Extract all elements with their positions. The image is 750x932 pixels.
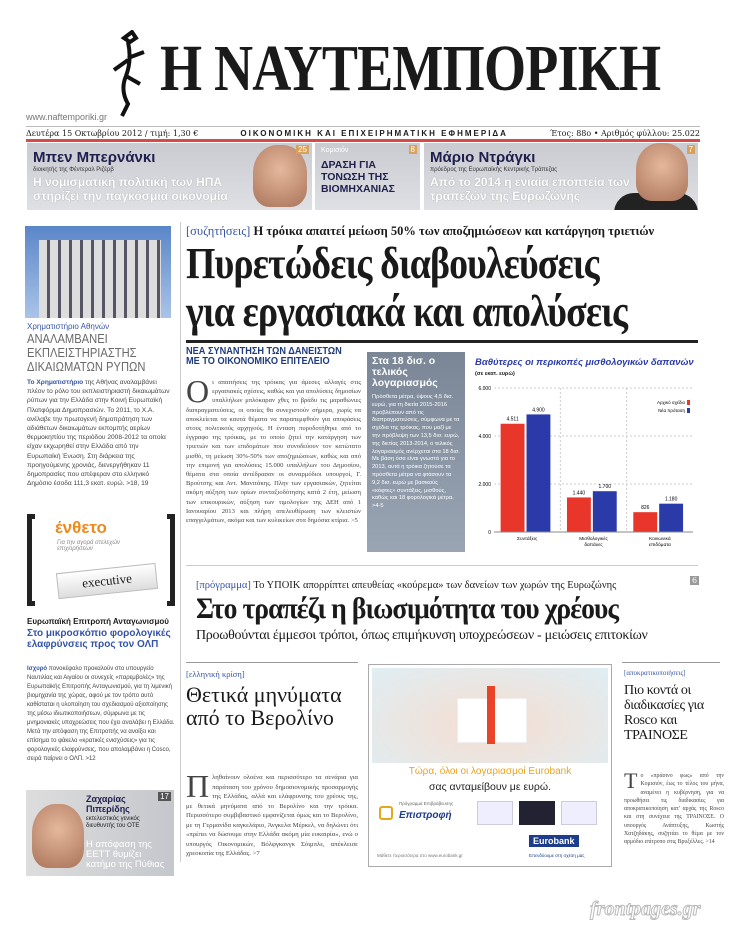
data-label: 4.900 xyxy=(532,407,545,414)
lead: Ισχυρό xyxy=(27,666,48,672)
data-label: 1.700 xyxy=(598,484,612,491)
olp-body xyxy=(27,665,175,764)
banner-draghi[interactable] xyxy=(424,143,698,210)
data-label: 826 xyxy=(641,505,650,512)
data-label: 1.440 xyxy=(572,490,586,497)
bernanke-photo xyxy=(253,145,307,207)
masthead-title: Η ΝΑΥΤΕΜΠΟΡΙΚΗ xyxy=(160,32,661,105)
olp-kicker: Ευρωπαϊκή Επιτροπή Ανταγωνισμού xyxy=(27,617,169,626)
issue-number: Έτος: 88ο • Αριθμός φύλλου: 25.022 xyxy=(550,129,700,138)
insert-sub: Για την αγορά στελεχών επιχειρήσεων xyxy=(57,540,121,552)
kicker: [πρόγραμμα] xyxy=(196,580,251,591)
watermark: frontpages.gr xyxy=(590,898,701,920)
gift-photo xyxy=(372,668,608,763)
debt-dek: Το ΥΠΟΙΚ απορρίπτει απευθείας «κούρεμα» των δανείων των χωρών της Ευρωζώνης xyxy=(253,580,617,591)
legend-swatch xyxy=(687,400,690,405)
page-ref: 8 xyxy=(410,145,415,154)
brand-sub: Επενδύουμε στη σχέση μας xyxy=(529,853,585,858)
rule xyxy=(186,565,698,566)
main-headline-line2[interactable]: για εργασιακά και απολύσεις xyxy=(186,287,628,336)
site-url[interactable]: www.naftemporiki.gr xyxy=(26,112,108,122)
bar xyxy=(659,504,683,532)
sidebar-body: Πρόσθετα μέτρα, ύψους 4,5 δισ. ευρώ, για τη διετία 2015-2016 προβλέπουν από τις διαπραγματεύσεις, σύμφωνα με τα σχέδια της τρόικας, που μαζί με την πρόβλεψη των 13,5 δισ. ευρώ, της διετίας 2013-2014, ο τελικός λογαριασμός ανέρχεται στα 18 δισ. Με βάση όσα είναι γνωστά για το 2013, αυτά η τρόικα ζητούσε τα πρόσθετα μέτρα να φτάσουν τα 9,2 δισ. ευρώ με βασικούς «κόφτες» συντάξεις, μισθούς, καθώς και 18 φορολογικά μέτρα. >4-5 xyxy=(372,394,460,510)
stock-headline[interactable]: ΑΝΑΛΑΜΒΑΝΕΙ ΕΚΠΛΕΙΣΤΗΡΙΑΣΤΗΣ ΔΙΚΑΙΩΜΑΤΩΝ ΡΥΠΩΝ xyxy=(27,331,146,374)
x-tick-label: Συντάξεις xyxy=(517,537,538,542)
executive-label: executive xyxy=(56,563,158,599)
drop-cap: Ο xyxy=(186,373,210,409)
body: ληθαίνουν ολοένα και περισσότερο τα σενάρια για παράταση του χρόνου δημοσιονομικής προσαρμογής της Ελλάδας, αλλά και ελάφρυνσης του χρέους της, με θετικά μηνύματα από το Βερολίνο και την τρόικα. Περισσότερο συμβιβαστικό εμφανίζεται όμως και το Βερολίνο, με τη Γερμανίδα καγκελάριο, Άνγκελα Μέρκελ, να δηλώνει ότι «πρέπει να δώσουμε στην Ελλάδα ακόμη μία ευκαιρία», ενώ ο υπουργός Οικονομικών, Βόλφγκανγκ Σόιμπλε, απέκλεισε χρεοκοπία της Ελλάδας. >7 xyxy=(186,774,358,857)
rosco-kicker: [αποκρατικοποιήσεις] xyxy=(624,669,686,677)
date-price: Δευτέρα 15 Οκτωβρίου 2012 / τιμή: 1,30 € xyxy=(26,129,199,138)
banner-headline: Η νομισματική πολιτική των ΗΠΑ στηρίζει την παγκόσμια οικονομία xyxy=(33,175,228,203)
y-tick-label: 4.000 xyxy=(478,434,491,440)
berlin-kicker: [ελληνική κρίση] xyxy=(186,669,245,679)
page-ref: 17 xyxy=(160,792,169,801)
x-tick-label: επιδόματα xyxy=(648,543,671,548)
legend-label: Νέα πρόταση xyxy=(658,408,685,413)
rule xyxy=(186,340,698,343)
date-row xyxy=(26,126,700,138)
rule xyxy=(186,662,358,663)
debt-dek-line xyxy=(196,580,616,591)
program-name: Επιστροφή xyxy=(399,810,452,821)
bracket-right xyxy=(167,514,175,606)
ribbon xyxy=(487,686,495,744)
drop-cap: Τ xyxy=(624,768,638,793)
y-tick-label: 2.000 xyxy=(478,482,491,488)
ad-line2: σας ανταμείβουν με ευρώ. xyxy=(429,781,551,793)
person-name: Μάριο Ντράγκι xyxy=(430,149,536,166)
card-icon xyxy=(519,801,555,825)
sidebar-box xyxy=(367,352,465,552)
y-tick-label: 6.000 xyxy=(478,386,491,392)
column-divider xyxy=(180,222,181,862)
draghi-photo xyxy=(636,143,688,201)
body: ι απαιτήσεις της τρόικας για άμεσες αλλαγές στις εργασιακές σχέσεις, καθώς και για απολύσεις δημοσίων υπαλλήλων μπλόκαραν χθες το βράδυ τις μαραθώνιες διαπραγματεύσεις, οι οποίες θα συνεχιστούν σήμερα, χωρίς να αποκλείεται τα καυτά θέματα να παραπεμφθούν για αποφάσεις στους πολιτικούς αρχηγούς. Η ένταση πυροδοτήθηκε από το έγγραφο της τρόικας, με το οποίο ζητεί την κατάργηση των τριετιών και των επιδομάτων που συνοδεύουν τον κατώτατο μισθό, τη μείωση 30%-50% των αποζημιώσεων, καθώς και από την επιμονή για απολύσεις 15.000 υπαλλήλων του Δημοσίου, θέματα στα οποία αντέδρασαν οι συναρμόδιοι υπουργοί, Γ. Βρούτσης και Αντ. Μανιτάκης. Πλην των εργασιακών, ζητείται ακόμη αύξηση των ορίων συνταξιοδότησης κατά 2 έτη, μείωση των επικουρικών, αύξηση των τιμολογίων της ΔΕΗ από 1 Ιανουαρίου 2013 και πλήρη απελευθέρωση των κλειστών επαγγελμάτων, ακόμα και των κυλικείων στα δημόσια κτίρια. >5 xyxy=(186,379,361,525)
body: πονοκέφαλο προκαλούν στο υπουργείο Ναυτιλίας και Αιγαίου οι συνεχείς «παρεμβολές» της Ευρωπαϊκής Επιτροπής Ανταγωνισμού, για τη λιμενική βιομηχανία της χώρας, αφού με τον τρόπο αυτό καθίσταται η υλοποίηση του σχεδιασμού αξιοποίησης της μέσω ιδιωτικοποιήσεων, σύμφωνα με τις μνημονιακές υποχρεώσεις που έχει αναλάβει η Ελλάδα. Μετά την απόφαση της Επιτροπής να ανοίξει και επίσημα το φάκελο «κρατικές ενισχύσεις» για τις φορολογικές ελαφρύνσεις, που απολαμβάνει η Cosco, σειρά παίρνει ο ΟΛΠ. >12 xyxy=(27,666,175,762)
bar xyxy=(527,414,551,532)
card-icon xyxy=(477,801,513,825)
person-name: Ζαχαρίας Πιπερίδης xyxy=(86,794,130,814)
ad-line1: Τώρα, όλοι οι λογαριασμοί Eurobank xyxy=(408,766,572,777)
debt-subheadline: Προωθούνται έμμεσοι τρόποι, όπως επιμήκυνση υποχρεώσεων - μειώσεις επιτοκίων xyxy=(196,628,648,643)
tagline: ΟΙΚΟΝΟΜΙΚΗ ΚΑΙ ΕΠΙΧΕΙΡΗΜΑΤΙΚΗ ΕΦΗΜΕΡΙΔΑ xyxy=(240,129,508,138)
debt-headline[interactable]: Στο τραπέζι η βιωσιμότητα του χρέους xyxy=(196,592,619,625)
eurobank-logo: Eurobank xyxy=(529,835,579,847)
stock-exchange-photo xyxy=(25,226,171,318)
banner-headline: ΔΡΑΣΗ ΓΙΑ ΤΟΝΩΣΗ ΤΗΣ ΒΙΟΜΗΧΑΝΙΑΣ xyxy=(321,159,395,196)
chart-title: Βαθύτερες οι περικοπές μισθολογικών δαπανών xyxy=(475,357,694,368)
divider xyxy=(26,139,700,142)
banner-commission[interactable] xyxy=(315,143,420,210)
insert-logo: ένθετο xyxy=(55,518,107,537)
page-ref: 25 xyxy=(298,145,307,154)
eurobank-ad[interactable] xyxy=(368,664,612,867)
stock-body xyxy=(27,378,173,488)
bar xyxy=(501,424,525,532)
banner-headline: Η απόφαση της ΕΕΤΤ θυμίζει κατήμο της Πύθιας xyxy=(86,839,165,870)
person-role: εκτελεστικός γενικός διευθυντής του ΟΤΕ xyxy=(86,816,140,829)
bar xyxy=(567,497,591,532)
bracket-left xyxy=(27,514,35,606)
chart-subtitle: (σε εκατ. ευρώ) xyxy=(475,371,515,377)
rule xyxy=(622,662,720,663)
banner-kicker: Κομισιόν xyxy=(321,147,349,154)
banner-headline: Από το 2014 η ενιαία εποπτεία των τραπεζών της Ευρωζώνης xyxy=(430,175,630,203)
program-small: Πρόγραμμα Επιβράβευσης xyxy=(399,801,454,806)
insert-promo[interactable] xyxy=(27,510,175,610)
rosco-headline[interactable]: Πιο κοντά οι διαδικασίες για Rosco και ΤΡΑΙΝΟΣΕ xyxy=(624,683,704,743)
hermes-logo-icon xyxy=(104,30,152,120)
sidebar-title: Στα 18 δισ. ο τελικός λογαριασμός xyxy=(372,355,438,389)
x-tick-label: Κοινωνικά xyxy=(649,537,671,542)
body: της Αθήνας αναλαμβάνει πλέον το ρόλο του εκπλειστηριαστή δικαιωμάτων ρύπων για την Ελλάδα στην Κοινή Ευρωπαϊκή Πλατφόρμα Δημοπρασιών. Το 2011, το Χ.Α. ανέλαβε την πρωτογενή δημοπράτηση των αδιάθετων δικαιωμάτων εκπομπής αερίων θερμοκηπίου της περιόδου 2008-2012 τα οποία είχαν εκχωρηθεί στην Ελλάδα από την Ευρωπαϊκή Ένωση. Στη διάρκεια της προηγούμενης χρονιάς, διενεργήθηκαν 11 δημοπρασίες που απέφεραν στο ελληνικό Δημόσιο έσοδα 111,3 εκατ. ευρώ. >18, 19 xyxy=(27,379,170,488)
x-tick-label: Μισθολογικές xyxy=(579,537,608,542)
bar xyxy=(633,512,657,532)
olp-headline[interactable]: Στο μικροσκόπιο φορολογικές ελαφρύνσεις προς τον ΟΛΠ xyxy=(27,628,171,650)
piperidis-photo xyxy=(32,804,84,868)
data-label: 4.511 xyxy=(506,416,519,423)
legend-label: Αρχικό σχέδιο xyxy=(656,400,685,405)
banner-bernanke[interactable] xyxy=(27,143,312,210)
page-ref: 7 xyxy=(688,145,693,154)
data-label: 1.180 xyxy=(664,496,678,503)
berlin-body xyxy=(186,768,358,859)
person-role: πρόεδρος της Ευρωπαϊκής Κεντρικής Τράπεζας xyxy=(430,167,558,173)
return-icon xyxy=(379,806,393,820)
berlin-headline[interactable]: Θετικά μηνύματα από το Βερολίνο xyxy=(186,682,342,730)
piperidis-panel[interactable] xyxy=(26,790,174,876)
y-tick-label: 0 xyxy=(488,530,491,536)
ad-footer: Μάθετε περισσότερα στο www.eurobank.gr xyxy=(377,853,463,858)
main-headline-line1[interactable]: Πυρετώδεις διαβουλεύσεις xyxy=(186,239,599,288)
main-dek-line xyxy=(186,224,654,239)
kicker: [συζητήσεις] xyxy=(186,224,251,238)
page-ref: 6 xyxy=(692,576,698,585)
building xyxy=(39,240,161,318)
main-dek: Η τρόικα απαιτεί μείωση 50% των αποζημιώσεων και κατάργηση τριετιών xyxy=(253,224,655,238)
body: ο «πράσινο φως» από την Κομισιόν, έως το τέλος του μήνα, αναμένει η κυβέρνηση, για να προωθήσει τις διαδικασίες για αποκρατικοποίηση κατ' αρχάς της Rosco και στη συνέχεια της ΤΡΑΙΝΟΣΕ. Ο υπουργός Ανάπτυξης, Κωστής Χατζηδάκης, συζητάει το θέμα με τον αρμόδιο επίτροπο στις Βρυξέλλες. >14 xyxy=(624,773,724,846)
sub-headline: ΝΕΑ ΣΥΝΑΝΤΗΣΗ ΤΩΝ ΔΑΝΕΙΣΤΩΝ ΜΕ ΤΟ ΟΙΚΟΝΟΜΙΚΟ ΕΠΙΤΕΛΕΙΟ xyxy=(186,346,342,367)
lead: Το Χρηματιστήριο xyxy=(27,379,84,386)
person-name: Μπεν Μπερνάνκι xyxy=(33,149,156,166)
main-body xyxy=(186,373,361,525)
bar xyxy=(593,491,617,532)
rosco-body xyxy=(624,768,724,847)
bar-chart xyxy=(468,380,698,550)
stock-kicker: Χρηματιστήριο Αθηνών xyxy=(27,322,110,331)
x-tick-label: δαπάνες xyxy=(584,543,603,548)
legend-swatch xyxy=(687,408,690,413)
drop-cap: Π xyxy=(186,768,210,804)
card-icon xyxy=(561,801,597,825)
person-role: διοικητής της Φέντεραλ Ριζέρβ xyxy=(33,167,114,173)
